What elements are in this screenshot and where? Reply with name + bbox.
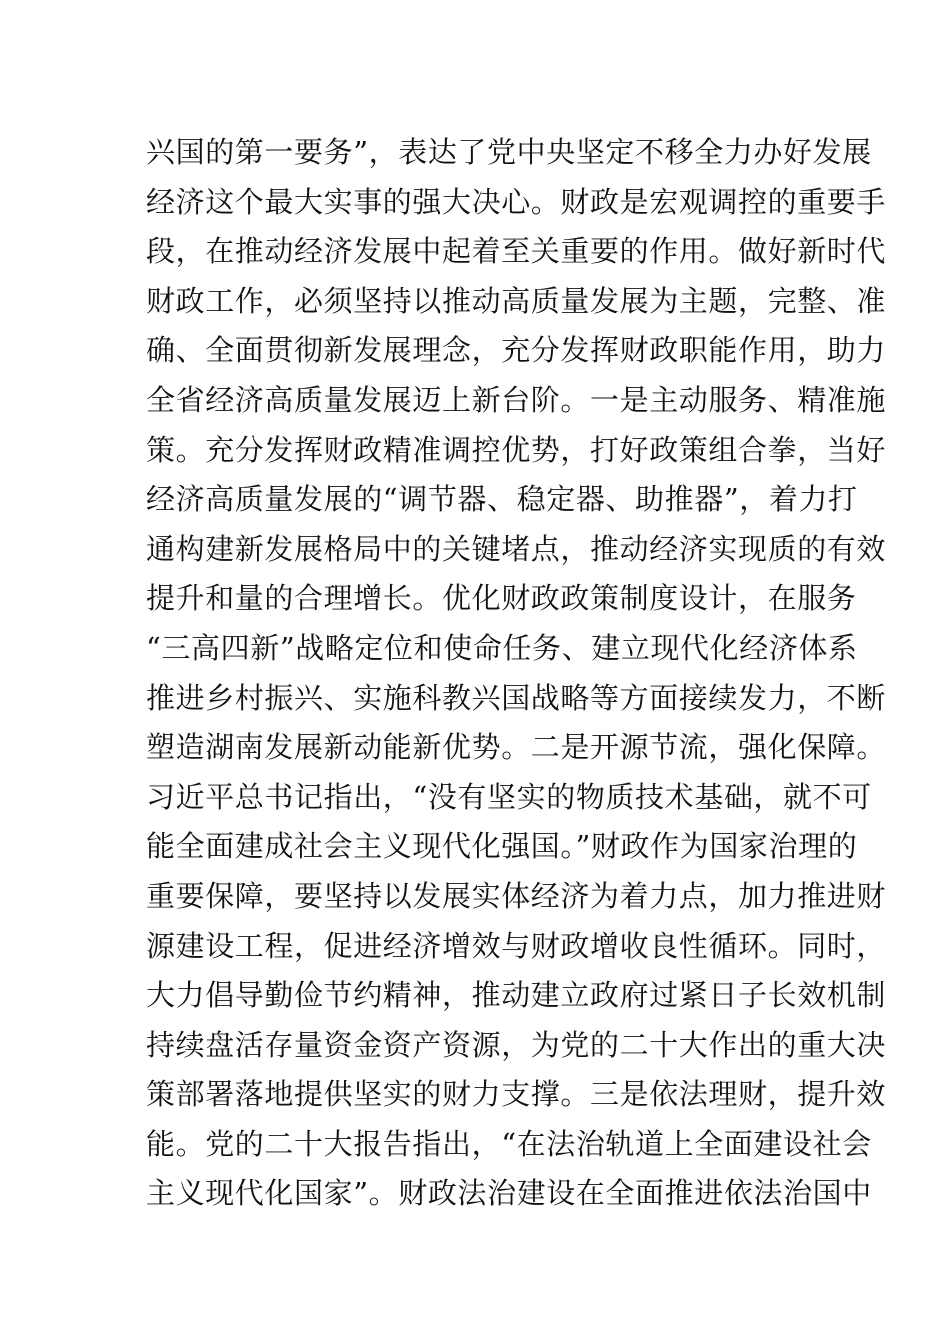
text-line: 能全面建成社会主义现代化强国。”财政作为国家治理的 — [146, 829, 858, 864]
text-line: 段，在推动经济发展中起着至关重要的作用。做好新时代 — [146, 234, 887, 269]
text-line: 经济高质量发展的“调节器、稳定器、助推器”，着力打 — [146, 482, 858, 517]
text-line: 确、全面贯彻新发展理念，充分发挥财政职能作用，助力 — [146, 333, 887, 368]
text-line: 全省经济高质量发展迈上新台阶。一是主动服务、精准施 — [146, 382, 887, 417]
text-line: 源建设工程，促进经济增效与财政增收良性循环。同时， — [146, 928, 887, 963]
text-line: 财政工作，必须坚持以推动高质量发展为主题，完整、准 — [146, 283, 887, 318]
text-line: 推进乡村振兴、实施科教兴国战略等方面接续发力，不断 — [146, 680, 887, 715]
text-line: 主义现代化国家”。财政法治建设在全面推进依法治国中 — [146, 1176, 872, 1211]
body-text — [146, 128, 887, 1219]
text-line: “三高四新”战略定位和使命任务、建立现代化经济体系 — [146, 630, 858, 665]
text-line: 习近平总书记指出，“没有坚实的物质技术基础，就不可 — [146, 779, 872, 814]
text-line: 策部署落地提供坚实的财力支撑。三是依法理财，提升效 — [146, 1077, 887, 1112]
text-line: 提升和量的合理增长。优化财政政策制度设计，在服务 — [146, 581, 857, 616]
text-line: 能。党的二十大报告指出，“在法治轨道上全面建设社会 — [146, 1126, 872, 1161]
text-line: 塑造湖南发展新动能新优势。二是开源节流，强化保障。 — [146, 730, 887, 765]
text-line: 通构建新发展格局中的关键堵点，推动经济实现质的有效 — [146, 531, 887, 566]
text-line: 经济这个最大实事的强大决心。财政是宏观调控的重要手 — [146, 184, 887, 219]
text-line: 兴国的第一要务”，表达了党中央坚定不移全力办好发展 — [146, 135, 872, 169]
text-line: 重要保障，要坚持以发展实体经济为着力点，加力推进财 — [146, 878, 887, 913]
text-line: 策。充分发挥财政精准调控优势，打好政策组合拳，当好 — [146, 432, 887, 467]
text-line: 大力倡导勤俭节约精神，推动建立政府过紧日子长效机制 — [146, 978, 887, 1013]
text-line: 持续盘活存量资金资产资源，为党的二十大作出的重大决 — [146, 1027, 887, 1062]
